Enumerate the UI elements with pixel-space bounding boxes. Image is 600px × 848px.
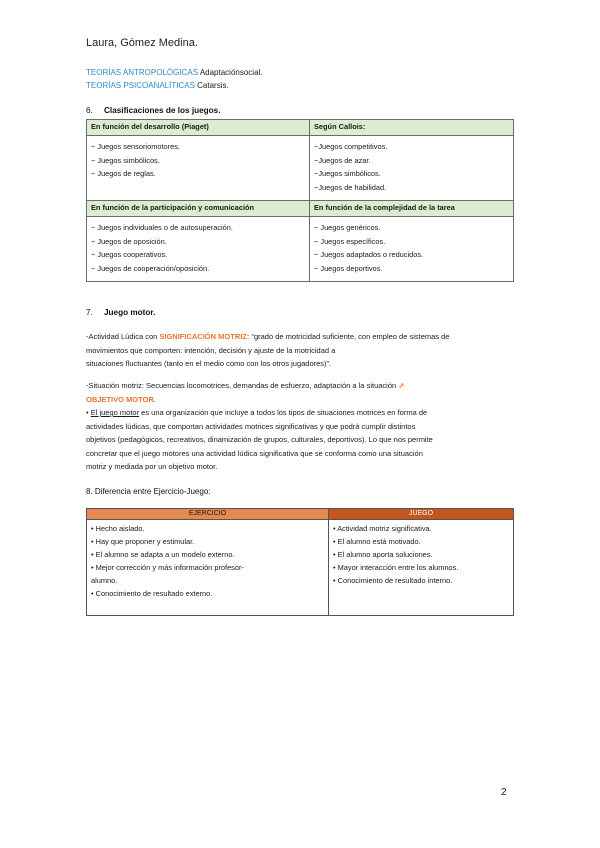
list-item: − Juegos de cooperación/oposición. — [91, 263, 210, 273]
list-item: − Juegos sensoriomotores. — [91, 142, 180, 151]
list-item: − Juegos deportivos. — [314, 263, 383, 273]
theory-value: Catarsis. — [197, 81, 229, 90]
theory-label: TEORÍAS ANTROPOLÓGICAS — [86, 68, 199, 77]
paragraph-ludic-activity — [86, 330, 526, 371]
table-cell — [310, 217, 514, 282]
text-run: “grado de motricidad suficiente, con empleo de sistemas de — [249, 332, 450, 341]
list-item: − Juegos cooperativos. — [91, 250, 168, 259]
section-number: 7. — [86, 308, 93, 317]
theory-value: Adaptaciónsocial. — [199, 68, 263, 77]
list-item: − Juegos adaptados o reducidos. — [314, 250, 424, 259]
table-header-cell: En función del desarrollo (Piaget) — [87, 120, 310, 136]
table-header-row — [87, 509, 514, 520]
page-number: 2 — [501, 787, 507, 798]
exercise-vs-game-table — [86, 508, 514, 616]
table-header-row — [87, 201, 514, 217]
table-cell — [329, 520, 514, 616]
list-item: • El alumno está motivado. — [333, 537, 421, 546]
list-item: • Mejor corrección y más información profesor- — [91, 563, 244, 572]
list-item: • Hay que proponer y estimular. — [91, 537, 195, 546]
section-title: Juego motor. — [104, 308, 156, 317]
table-header-ejercicio: EJERCICIO — [87, 509, 329, 520]
list-item: − Juegos de reglas. — [91, 169, 156, 178]
table-header-cell: En función de la complejidad de la tarea — [310, 201, 514, 217]
list-item: − Juegos simbólicos. — [91, 155, 160, 165]
table-row — [87, 520, 514, 616]
table-row — [87, 136, 514, 201]
list-item: alumno. — [91, 576, 118, 585]
classification-table — [86, 119, 514, 282]
underlined-term: El juego motor — [90, 408, 140, 417]
list-item: −Juegos competitivos. — [314, 142, 388, 151]
list-item: • Hecho aislado. — [91, 524, 145, 533]
section-6-heading — [86, 106, 220, 115]
theory-line-psychoanalytic — [86, 81, 229, 90]
text-line: objetivos (pedagógicos, recreativos, dinamización de grupos, culturales, deportivos). Lo que nos permite — [86, 435, 433, 445]
text-run: -Situación motriz: Secuencias locomotrices, demandas de esfuerzo, adaptación a la situación — [86, 381, 397, 390]
list-item: • El alumno se adapta a un modelo externo. — [91, 550, 235, 559]
author-name: Laura, Gómez Medina. — [86, 37, 198, 49]
section-number: 6. — [86, 106, 93, 115]
table-row — [87, 217, 514, 282]
section-7-heading — [86, 308, 155, 317]
text-line: motriz y mediada por un objetivo motor. — [86, 462, 218, 472]
section-title: Clasificaciones de los juegos. — [104, 106, 221, 115]
paragraph-motor-situation — [86, 379, 526, 406]
table-cell — [87, 520, 329, 616]
text-line: situaciones fluctuantes (tanto en el medio como con los otros jugadores)”. — [86, 359, 332, 369]
arrow-icon: ⇗ — [398, 381, 405, 390]
table-header-cell: En función de la participación y comunicación — [87, 201, 310, 217]
highlight-significacion-motriz: SIGNIFICACIÓN MOTRIZ: — [159, 332, 250, 341]
list-item: − Juegos genéricos. — [314, 223, 381, 232]
list-item: −Juegos de azar. — [314, 155, 371, 165]
text-run: -Actividad Lúdica con — [86, 332, 160, 341]
table-cell — [87, 217, 310, 282]
paragraph-motor-game — [86, 406, 526, 474]
list-item: • Mayor interacción entre los alumnos. — [333, 563, 459, 572]
list-item: • Actividad motriz significativa. — [333, 524, 432, 533]
list-item: • El alumno aporta soluciones. — [333, 550, 433, 559]
table-cell — [87, 136, 310, 201]
table-header-juego: JUEGO — [329, 509, 514, 520]
bullet: • — [86, 408, 91, 417]
text-line: movimientos que comporten: intención, decisión y ajuste de la motricidad a — [86, 345, 336, 355]
table-header-row — [87, 120, 514, 136]
table-cell — [310, 136, 514, 201]
text-line: concretar que el juego motores una actividad lúdica significativa que se conforma como una situación — [86, 448, 423, 458]
table-header-cell: Según Callois: — [310, 120, 514, 136]
list-item: −Juegos simbólicos. — [314, 169, 381, 178]
highlight-objetivo-motor: OBJETIVO MOTOR. — [86, 394, 156, 404]
list-item: • Conocimiento de resultado externo. — [91, 589, 213, 598]
text-line: actividades lúdicas, que comportan actividades motrices significativas y que podrá cumplir distintos — [86, 421, 416, 431]
list-item: • Conocimiento de resultado interno. — [333, 576, 453, 585]
list-item: − Juegos de oposición. — [91, 236, 167, 246]
list-item: − Juegos individuales o de autosuperación. — [91, 223, 233, 232]
list-item: − Juegos específicos. — [314, 236, 386, 246]
section-8-heading: 8. Diferencia entre Ejercicio-Juego: — [86, 487, 211, 496]
theory-label: TEORÍAS PSICOANALÍTICAS — [86, 81, 195, 90]
text-run: es una organización que incluye a todos los tipos de situaciones motrices en forma de — [139, 408, 428, 417]
theory-line-anthropological — [86, 68, 263, 77]
list-item: −Juegos de habilidad. — [314, 182, 387, 192]
